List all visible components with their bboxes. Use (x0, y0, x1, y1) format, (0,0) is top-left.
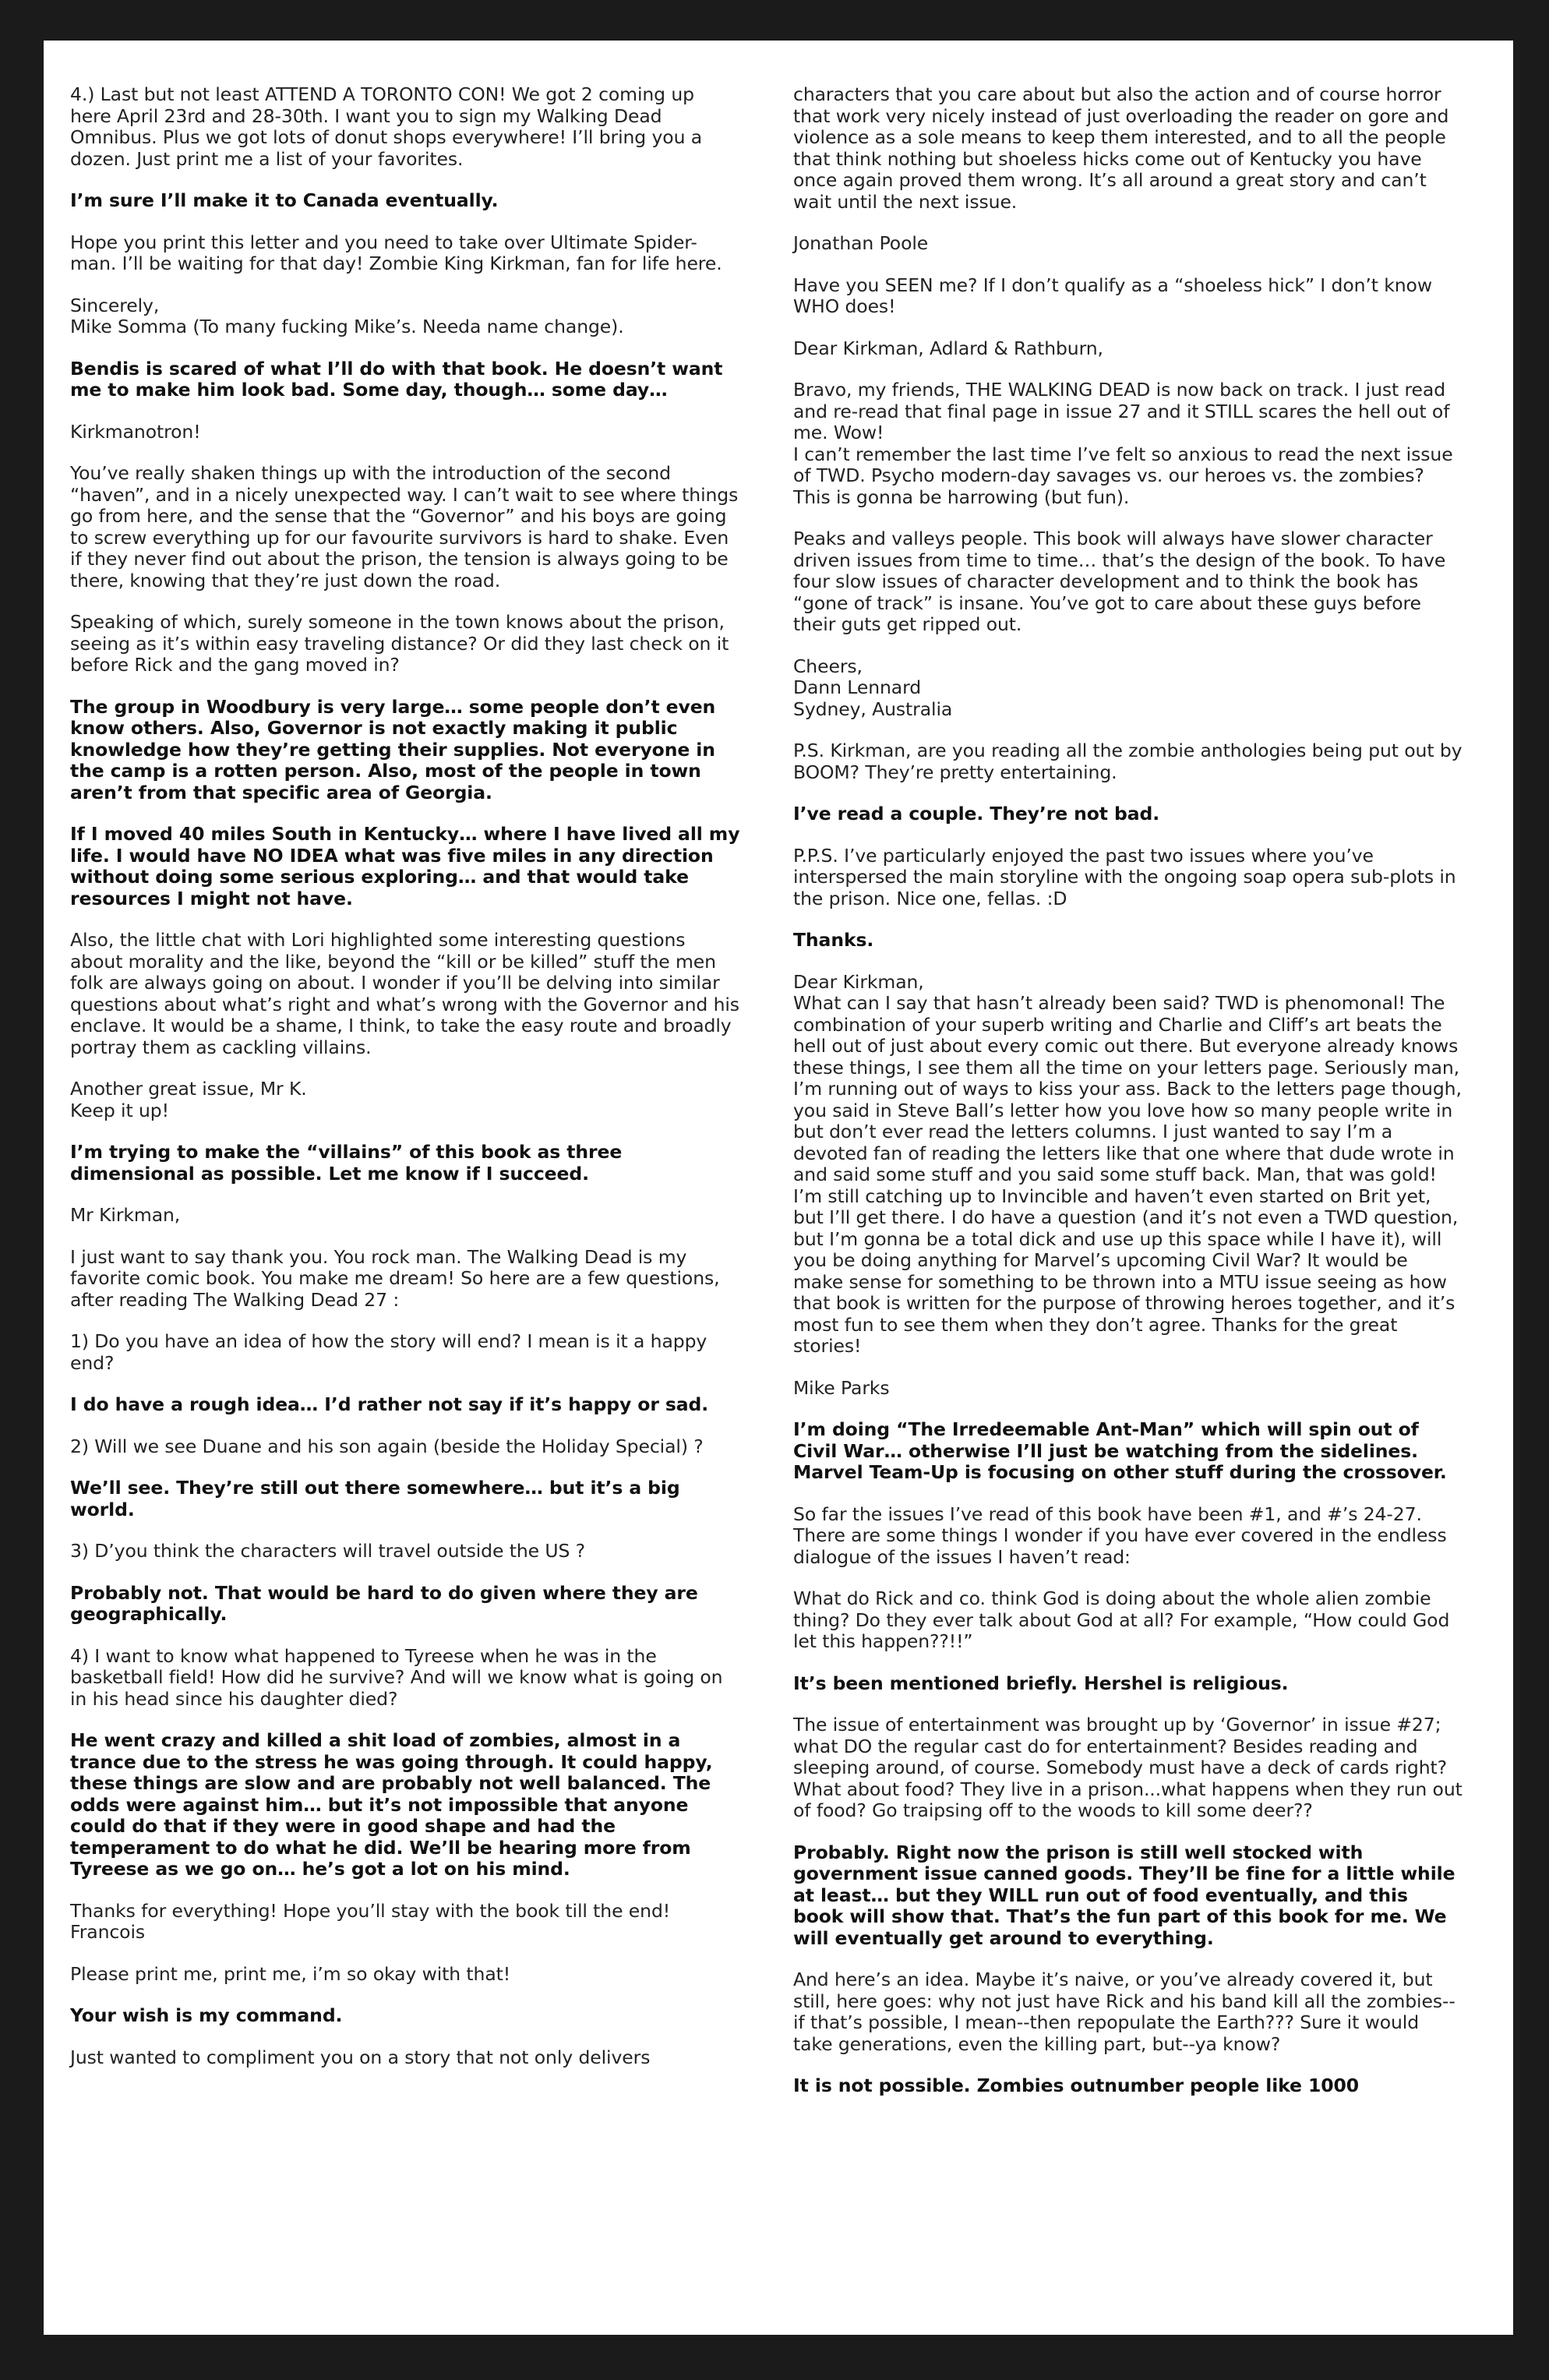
letter-paragraph: P.P.S. I’ve particularly enjoyed the past two issues where you’ve interspersed the main storyline with the ongoing soap opera sub-plots in the prison. Nice one, fellas. :D (793, 844, 1456, 909)
letter-paragraph: Dear Kirkman, Adlard & Rathburn, (793, 337, 1103, 359)
left-column (70, 84, 740, 2089)
letter-paragraph: Another great issue, Mr K. Keep it up! (70, 1078, 307, 1121)
letter-paragraph: Peaks and valleys people. This book will always have slower character driven issues from time to time… that’s the design of the book. To have four slow issues of character development and to think the book has “gone of track” is insane. You’ve got to care about these guys before their guts get ripped out. (793, 528, 1446, 635)
editor-reply: I’ve read a couple. They’re not bad. (793, 803, 1160, 825)
letter-paragraph: The issue of entertainment was brought up by ‘Governor’ in issue #27; what DO the regular cast do for entertainment? Besides reading and sleeping around, of course. Somebody must have a deck of cards right? What about food? They live in a prison...what happens when they run out of food? Go traipsing off to the woods to kill some deer?? (793, 1714, 1463, 1821)
letter-paragraph: Please print me, print me, i’m so okay with that! (70, 1962, 511, 1985)
letter-paragraph: Cheers, Dann Lennard Sydney, Australia (793, 655, 953, 720)
letter-paragraph: You’ve really shaken things up with the introduction of the second “haven”, and in a nicely unexpected way. I can’t wait to see where things go from here, and the sense that the “Governor” and his boys are going to screw everything up for our favourite survivors is hard to shake. Even if they never find out about the prison, the tension is always going to be there, knowing that they’re just down the road. (70, 462, 739, 591)
editor-reply: Thanks. (793, 929, 874, 951)
editor-reply: The group in Woodbury is very large… some people don’t even know others. Also, Governor is not exactly making it public knowledge how they’re getting their supplies. Not everyone in the camp is a rotten person. Also, most of the people in town aren’t from that specific area of Georgia. (70, 695, 716, 803)
editor-reply: Your wish is my command. (70, 2004, 343, 2026)
editor-reply: It’s been mentioned briefly. Hershel is religious. (793, 1672, 1289, 1694)
editor-reply: It is not possible. Zombies outnumber people like 1000 (793, 2075, 1359, 2096)
letter-paragraph: Hope you print this letter and you need to take over Ultimate Spider-man. I’ll be waiting for that day! Zombie King Kirkman, fan for life here. (70, 231, 722, 274)
letter-paragraph: 3) D’you think the characters will travel outside the US ? (70, 1540, 586, 1562)
editor-reply: Probably. Right now the prison is still well stocked with government issue canned goods. They’ll be fine for a little while at least… but they WILL run out of food eventually, and this book will show that. That’s the fun part of this book for me. We will eventually get around to everything. (793, 1841, 1455, 1949)
editor-reply: We’ll see. They’re still out there somewhere… but it’s a big world. (70, 1477, 680, 1520)
letter-paragraph: Dear Kirkman, What can I say that hasn’t already been said? TWD is phenomonal! The combination of your superb writing and Charlie and Cliff’s art beats the hell out of just about every comic out there. But everyone already knows these things, I see them all the time on your letters page. Seriously man, I’m running out of ways to kiss your ass. Back to the letters page though, you said in Steve Ball’s letter how you love how so many people write in but don’t ever read the letters columns. I just wanted to say I’m a devoted fan of reading the letters like that one where that dude wrote in and said some stuff and you said some stuff back. Man, that was gold! I’m still catching up to Invincible and haven’t even started on Brit yet, but I’ll get there. I do have a question (and it’s not even a TWD question, but I’m gonna be a total dick and use up this space while I have it), will you be doing anything for Marvel’s upcoming Civil War? It would be make sense for something to be thrown into a MTU issue seeing as how that book is written for the purpose of throwing heroes together, and it’s most fun to see them when they don’t agree. Thanks for the great stories! (793, 970, 1462, 1357)
letter-paragraph: Also, the little chat with Lori highlighted some interesting questions about morality and the like, beyond the “kill or be killed” stuff the men folk are always going on about. I wonder if you’ll be delving into similar questions about what’s right and what’s wrong with the Governor and his enclave. It would be a shame, I think, to take the easy route and broadly portray them as cackling villains. (70, 929, 739, 1058)
letter-paragraph: 4.) Last but not least ATTEND A TORONTO CON! We got 2 coming up here April 23rd and 28-30th. I want you to sign my Walking Dead Omnibus. Plus we got lots of donut shops everywhere! I’ll bring you a dozen. Just print me a list of your favorites. (70, 83, 703, 170)
letter-paragraph: Sincerely, Mike Somma (To many fucking Mike’s. Needa name change). (70, 294, 624, 337)
letter-paragraph: So far the issues I’ve read of this book have been #1, and #’s 24-27. There are some things I wonder if you have ever covered in the endless dialogue of the issues I haven’t read: (793, 1503, 1447, 1568)
letter-paragraph: Just wanted to compliment you on a story that not only delivers (70, 2046, 651, 2068)
letter-paragraph: P.S. Kirkman, are you reading all the zombie anthologies being put out by BOOM? They’re pretty entertaining. (793, 740, 1463, 783)
right-column (793, 84, 1463, 2117)
editor-reply: I do have a rough idea… I’d rather not say if it’s happy or sad. (70, 1393, 709, 1415)
letter-paragraph: What do Rick and co. think God is doing about the whole alien zombie thing? Do they ever talk about God at all? For example, “How could God let this happen??!!” (793, 1587, 1450, 1652)
letter-paragraph: Bravo, my friends, THE WALKING DEAD is now back on track. I just read and re-read that final page in issue 27 and it STILL scares the hell out of me. Wow! I can’t remember the last time I’ve felt so anxious to read the next issue of TWD. Psycho modern-day savages vs. our heroes vs. the zombies? This is gonna be harrowing (but fun). (793, 379, 1453, 508)
editor-reply: He went crazy and killed a shit load of zombies, almost in a trance due to the stress he was going through. It could happy, these things are slow and are probably not well balanced. The odds were against him… but it’s not impossible that anyone could do that if they were in good shape and had the temperament to do what he did. We’ll be hearing more from Tyreese as we go on… he’s got a lot on his mind. (70, 1729, 713, 1880)
letter-paragraph: Mr Kirkman, (70, 1204, 181, 1226)
letter-paragraph: 1) Do you have an idea of how the story will end? I mean is it a happy end? (70, 1330, 707, 1374)
letter-paragraph: Thanks for everything! Hope you’ll stay with the book till the end! Francois (70, 1899, 671, 1943)
letters-page (44, 41, 1513, 2335)
editor-reply: I’m sure I’ll make it to Canada eventually. (70, 189, 499, 211)
letter-paragraph: characters that you care about but also the action and of course horror that work very nicely instead of just overloading the reader on gore and violence as a sole means to keep them interested, and to all the people that think nothing but shoeless hicks come out of Kentucky you have once again proved them wrong. It’s all around a great story and can’t wait until the next issue. (793, 83, 1449, 213)
letter-paragraph: I just want to say thank you. You rock man. The Walking Dead is my favorite comic book. You make me dream! So here are a few questions, after reading The Walking Dead 27 : (70, 1245, 720, 1311)
editor-reply: I’m doing “The Irredeemable Ant-Man” which will spin out of Civil War… otherwise I’ll just be watching from the sidelines. Marvel Team-Up is focusing on other stuff during the crossover. (793, 1418, 1447, 1483)
editor-reply: I’m trying to make the “villains” of this book as three dimensional as possible. Let me know if I succeed. (70, 1141, 623, 1185)
letter-paragraph: And here’s an idea. Maybe it’s naive, or you’ve already covered it, but still, here goes: why not just have Rick and his band kill all the zombies--if that’s possible, I mean--then repopulate the Earth??? Sure it would take generations, even the killing part, but--ya know? (793, 1969, 1455, 2055)
letter-paragraph: Kirkmanotron! (70, 420, 201, 443)
letter-paragraph: Jonathan Poole (793, 232, 929, 254)
letter-paragraph: Have you SEEN me? If I don’t qualify as a “shoeless hick” I don’t know WHO does! (793, 274, 1432, 317)
letter-paragraph: Speaking of which, surely someone in the town knows about the prison, seeing as it’s within easy traveling distance? Or did they last check on it before Rick and the gang moved in? (70, 611, 729, 676)
letter-paragraph: 4) I want to know what happened to Tyreese when he was in the basketball field! How did he survive? And will we know what is going on in his head since his daughter died? (70, 1644, 723, 1710)
editor-reply: If I moved 40 miles South in Kentucky… where I have lived all my life. I would have NO IDEA what was five miles in any direction without doing some serious exploring… and that would take resources I might not have. (70, 823, 740, 909)
letter-paragraph: Mike Parks (793, 1376, 890, 1399)
editor-reply: Probably not. That would be hard to do given where they are geographically. (70, 1581, 698, 1625)
editor-reply: Bendis is scared of what I’ll do with that book. He doesn’t want me to make him look bad. Some day, though… some day… (70, 357, 723, 401)
letter-paragraph: 2) Will we see Duane and his son again (beside the Holiday Special) ? (70, 1435, 704, 1457)
